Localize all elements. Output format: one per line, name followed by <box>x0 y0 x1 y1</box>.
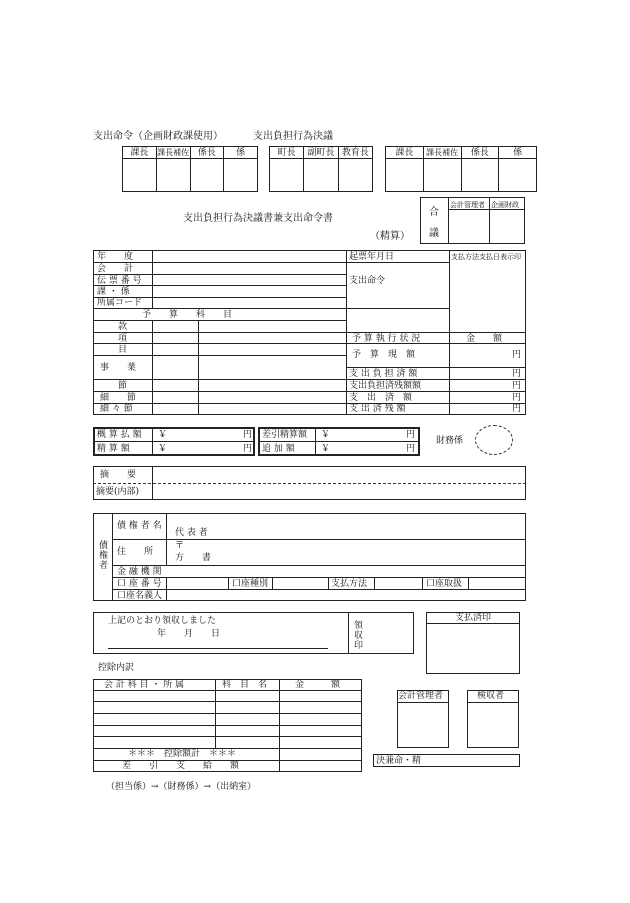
deduction-total: ＊＊＊ 控除額計 ＊＊＊ <box>128 749 237 759</box>
yen-0: ￥ <box>158 430 168 440</box>
receipt-date: 年 月 日 <box>157 629 221 639</box>
acct-name-label: 口座名義人 <box>117 591 163 601</box>
finance-clerk-label: 財務係 <box>436 436 464 446</box>
extra-amount-label: 追 加 額 <box>262 444 295 454</box>
exec-row-paid: 支 出 済 額 <box>349 393 413 403</box>
accountant-label: 会計管理者 <box>398 691 444 701</box>
consult-label-a: 合 <box>429 207 439 218</box>
creditor-postal: 〒 <box>175 541 185 551</box>
deduction-title: 控除内訳 <box>98 663 135 673</box>
info-row-year: 年 度 <box>97 252 134 262</box>
budget-row-project: 事 業 <box>100 363 137 373</box>
budget-row-moku: 目 <box>118 345 128 355</box>
deduction-header-2: 金 額 <box>295 680 341 690</box>
consult-col2: 企画財政 <box>491 201 519 209</box>
approval-right-0: 課長 <box>386 147 424 159</box>
inspector-label: 検収者 <box>477 691 505 701</box>
exec-row-burden-rem: 支出負担済残額額 <box>349 381 422 391</box>
info-row-account: 会 計 <box>97 264 134 274</box>
info-row-code: 所属コード <box>97 298 143 308</box>
budget-row-saisai: 細 々 節 <box>100 404 133 414</box>
info-row-section: 課 ・ 係 <box>97 287 130 297</box>
exec-unit-0: 円 <box>512 350 522 360</box>
approval-left-2: 係長 <box>190 147 224 159</box>
exec-header-a: 予 算 執 行 状 況 <box>352 334 421 344</box>
receipt-seal-label: 領収印 <box>352 620 362 650</box>
pay-date-label: 支払方法支払日表示印 <box>451 253 521 261</box>
budget-row-kan: 款 <box>118 322 128 332</box>
budget-row-kou: 項 <box>118 334 128 344</box>
unit-3: 円 <box>406 444 416 454</box>
exec-row-burden: 支 出 負 担 済 額 <box>349 369 418 379</box>
diff-settle-label: 差引精算額 <box>262 430 308 440</box>
pay-order-label: 支出命令 <box>349 276 386 286</box>
exec-unit-2: 円 <box>512 381 522 391</box>
exec-row-paid-rem: 支 出 済 残 額 <box>349 404 406 414</box>
consult-col1: 会計管理者 <box>450 201 485 209</box>
approval-mid-2: 教育長 <box>338 147 372 159</box>
creditor-method-label: 方 書 <box>175 553 212 563</box>
draft-date-label: 起票年月日 <box>349 252 395 262</box>
header-label-left: 支出命令（企画財政課使用） <box>93 131 223 142</box>
bank-label: 金 融 機 関 <box>117 567 162 577</box>
yen-2: ￥ <box>321 430 331 440</box>
document-title: 支出負担行為決議書兼支出命令書 <box>183 213 333 224</box>
creditor-address-label: 住 所 <box>117 547 154 557</box>
budget-row-setsu: 節 <box>118 381 128 391</box>
summary-label: 摘 要 <box>100 470 137 480</box>
net-payment-label: 差 引 支 給 額 <box>122 761 240 771</box>
settle-note: （精算） <box>370 231 410 242</box>
exec-row-current: 予 算 現 額 <box>352 350 416 360</box>
summary-internal-label: 摘要(内部) <box>96 487 140 497</box>
unit-2: 円 <box>406 430 416 440</box>
acct-no-label: 口 座 番 号 <box>117 579 162 589</box>
pay-method-label: 支払方法 <box>331 579 368 589</box>
paid-seal-label: 支払済印 <box>455 613 492 623</box>
acct-type-label: 口座種別 <box>232 579 269 589</box>
budget-header: 予 算 科 目 <box>142 310 233 320</box>
approval-grid-mid <box>269 146 373 192</box>
approval-mid-0: 町長 <box>270 147 304 159</box>
approval-grid-left <box>122 146 258 192</box>
yen-3: ￥ <box>321 444 331 454</box>
yen-1: ￥ <box>158 444 168 454</box>
creditor-side-label: 債権者 <box>97 540 107 570</box>
finance-seal-circle <box>475 425 513 455</box>
approval-right-3: 係 <box>499 147 537 159</box>
approval-left-0: 課長 <box>123 147 157 159</box>
budget-row-saisetsu: 細 節 <box>100 393 137 403</box>
settle-amount-label: 精 算 額 <box>97 444 130 454</box>
exec-header-b: 金 額 <box>466 334 503 344</box>
approval-left-3: 係 <box>224 147 258 159</box>
exec-unit-4: 円 <box>512 404 522 414</box>
receipt-text: 上記のとおり領収しました <box>108 616 217 626</box>
acct-handle-label: 口座取扱 <box>426 579 463 589</box>
approval-right-1: 課長補佐 <box>423 147 461 159</box>
unit-1: 円 <box>243 444 253 454</box>
deduction-header-0: 会 計 科 目 ・ 所 属 <box>104 680 185 690</box>
info-row-voucher: 伝 票 番 号 <box>97 276 142 286</box>
approval-left-1: 課長補佐 <box>157 147 190 157</box>
consult-label-b: 議 <box>429 228 439 239</box>
exec-unit-1: 円 <box>512 369 522 379</box>
header-label-right: 支出負担行為決議 <box>253 131 333 142</box>
deduction-header-1: 科 目 名 <box>222 680 268 690</box>
creditor-rep-label: 代 表 者 <box>175 528 208 538</box>
unit-0: 円 <box>243 430 253 440</box>
exec-unit-3: 円 <box>512 393 522 403</box>
approval-grid-right <box>385 146 537 192</box>
decision-label: 決兼命・精 <box>376 756 422 766</box>
approval-right-2: 係長 <box>461 147 499 159</box>
approx-pay-label: 概 算 払 額 <box>97 430 142 440</box>
creditor-name-label: 債 権 者 名 <box>117 521 162 531</box>
approval-mid-1: 副町長 <box>304 147 338 159</box>
routing-flow: （担当係）→（財務係）→（出納室） <box>106 782 257 792</box>
